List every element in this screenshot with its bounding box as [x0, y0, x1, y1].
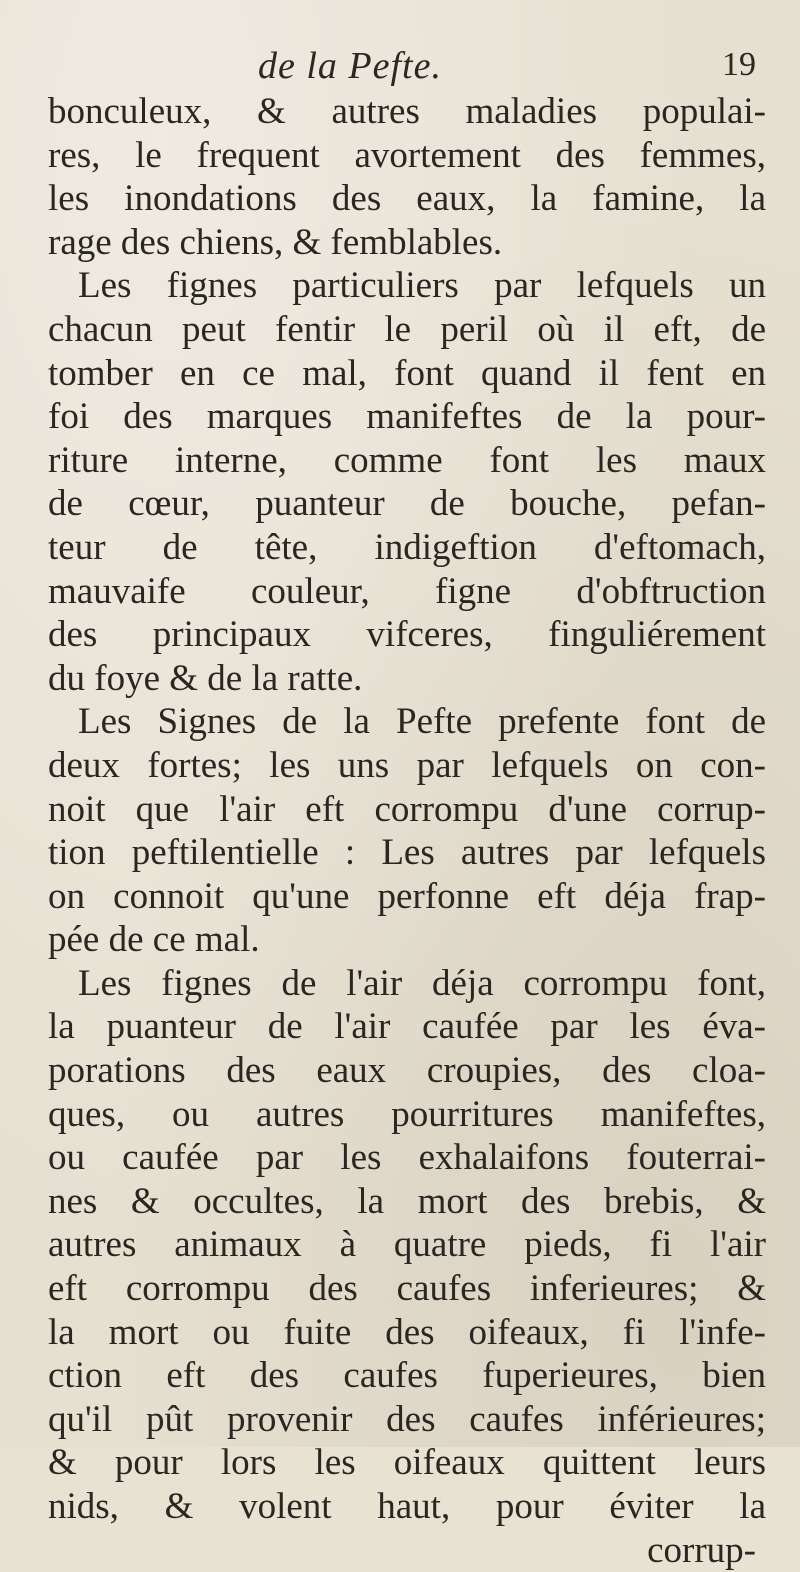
text-line: ques, ou autres pourritures manifeftes, [48, 1093, 766, 1135]
text-line: eft corrompu des caufes inferieures; & [48, 1268, 766, 1310]
text-line: du foye & de la ratte. [48, 657, 363, 699]
text-line: la mort ou fuite des oifeaux, fi l'infe- [48, 1311, 766, 1353]
body-text [48, 90, 766, 1572]
text-line: pée de ce mal. [48, 919, 260, 961]
text-line: les inondations des eaux, la famine, la [48, 178, 766, 220]
text-line: des principaux vifceres, finguliérement [48, 614, 766, 656]
page-header [0, 44, 800, 94]
running-title: de la Pefte. [258, 45, 442, 87]
text-line: autres animaux à quatre pieds, fi l'air [48, 1224, 766, 1266]
text-line: foi des marques manifeftes de la pour- [48, 396, 766, 438]
text-line: & pour lors les oifeaux quittent leurs [48, 1442, 766, 1484]
text-line: rage des chiens, & femblables. [48, 221, 503, 263]
text-line: Les fignes de l'air déja corrompu font, [78, 962, 766, 1004]
text-line: ou caufée par les exhalaifons fouterrai- [48, 1137, 766, 1179]
text-line: res, le frequent avortement des femmes, [48, 134, 766, 176]
text-line: riture interne, comme font les maux [48, 439, 766, 481]
catchword: corrup- [647, 1529, 756, 1571]
text-line: chacun peut fentir le peril où il eft, de [48, 308, 766, 350]
text-line: mauvaife couleur, figne d'obftruction [48, 570, 766, 612]
text-line: Les fignes particuliers par lefquels un [78, 265, 766, 307]
text-line: bonculeux, & autres maladies populai- [48, 91, 766, 132]
page-number: 19 [722, 46, 756, 83]
text-line: tion peftilentielle : Les autres par lefquels [48, 832, 766, 874]
text-line: la puanteur de l'air caufée par les éva- [48, 1006, 766, 1048]
text-line: deux fortes; les uns par lefquels on con- [48, 744, 766, 786]
text-line: porations des eaux croupies, des cloa- [48, 1050, 766, 1092]
text-line: Les Signes de la Pefte prefente font de [78, 701, 766, 743]
text-line: qu'il pût provenir des caufes inférieures; [48, 1398, 766, 1440]
text-line: on connoit qu'une perfonne eft déja frap- [48, 875, 766, 917]
text-line: ction eft des caufes fuperieures, bien [48, 1355, 766, 1397]
text-line: nes & occultes, la mort des brebis, & [48, 1180, 766, 1222]
text-line: teur de tête, indigeftion d'eftomach, [48, 526, 766, 568]
text-line: nids, & volent haut, pour éviter la [48, 1486, 766, 1527]
text-line: de cœur, puanteur de bouche, pefan- [48, 483, 766, 525]
text-line: tomber en ce mal, font quand il fent en [48, 352, 766, 394]
text-line: noit que l'air eft corrompu d'une corrup- [48, 788, 766, 830]
